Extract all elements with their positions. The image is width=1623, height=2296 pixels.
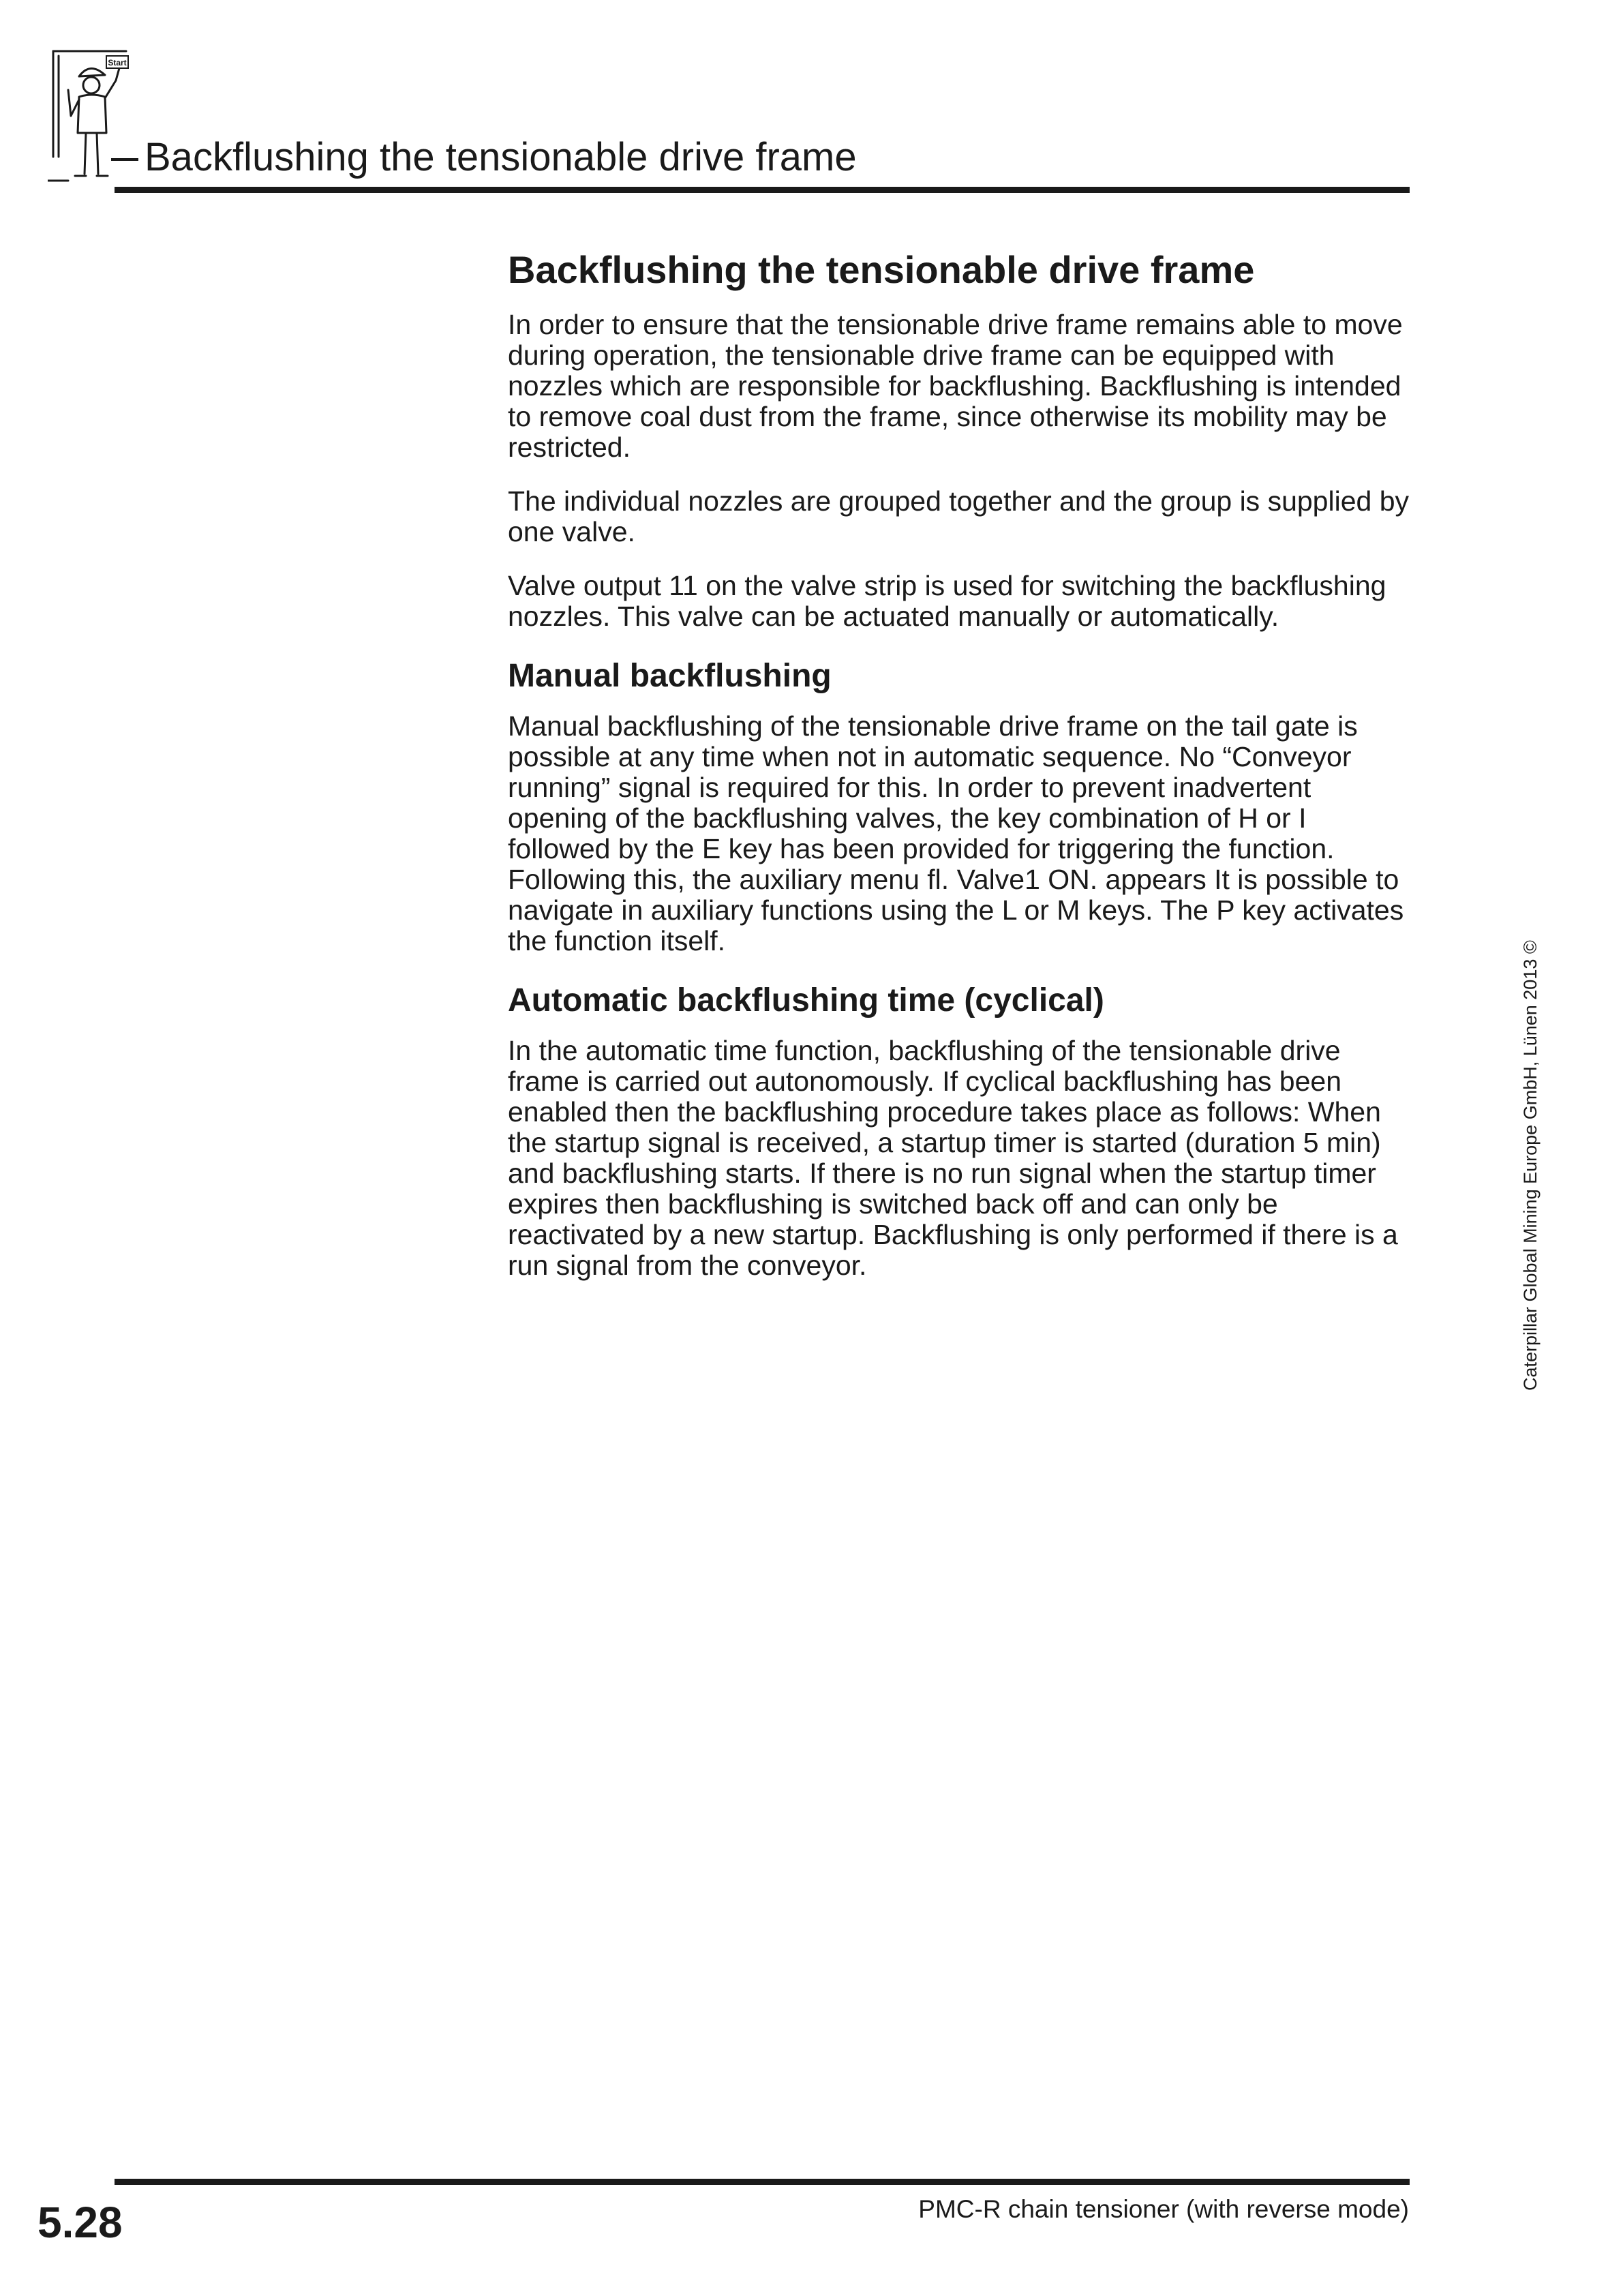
document-title: PMC-R chain tensioner (with reverse mode)	[918, 2195, 1409, 2223]
running-title: Backflushing the tensionable drive frame	[145, 135, 857, 179]
section-text-automatic: In the automatic time function, backflushing of the tensionable drive frame is carried out autonomously. If cyclical backflushing has been enabled then the backflushing procedure takes place as follows: When the startup signal is received, a startup timer is started (duration 5 min) and backflushing starts. If there is no run signal when the startup timer expires then backflushing is switched back off and can only be reactivated by a new startup. Backflushing is only performed if there is a run signal from the conveyor.	[508, 1035, 1398, 1281]
section-text-manual: Manual backflushing of the tensionable drive frame on the tail gate is possible at any time when not in automatic sequence. No “Conveyor running” signal is required for this. In order to prevent inadvertent opening of the backflushing valves, the key combination of H or I followed by the E key has been provided for triggering the function. Following this, the auxiliary menu fl. Valve1 ON. appears It is possible to navigate in auxiliary functions using the L or M keys. The P key activates the function itself.	[508, 710, 1404, 956]
page-title: Backflushing the tensionable drive frame	[508, 248, 1255, 291]
page-number: 5.28	[37, 2198, 123, 2247]
intro-paragraph: Valve output 11 on the valve strip is used for switching the backflushing nozzles. This valve can be actuated manually or automatically.	[508, 570, 1386, 632]
logo-start-label: Start	[108, 58, 127, 67]
section-heading-automatic: Automatic backflushing time (cyclical)	[508, 982, 1104, 1018]
worker-start-icon	[48, 48, 133, 184]
footer-rule	[115, 2179, 1410, 2185]
main-content	[508, 245, 1414, 1304]
header-rule	[115, 187, 1410, 193]
intro-paragraph: The individual nozzles are grouped together and the group is supplied by one valve.	[508, 485, 1409, 547]
intro-paragraph: In order to ensure that the tensionable drive frame remains able to move during operation, the tensionable drive frame can be equipped with nozzles which are responsible for backflushing. Backflushing is intended to remove coal dust from the frame, since otherwise its mobility may be restricted.	[508, 309, 1403, 463]
copyright-notice: Caterpillar Global Mining Europe GmbH, Lünen 2013 ©	[1520, 940, 1541, 1391]
header-dash	[111, 158, 138, 161]
section-heading-manual: Manual backflushing	[508, 658, 832, 694]
